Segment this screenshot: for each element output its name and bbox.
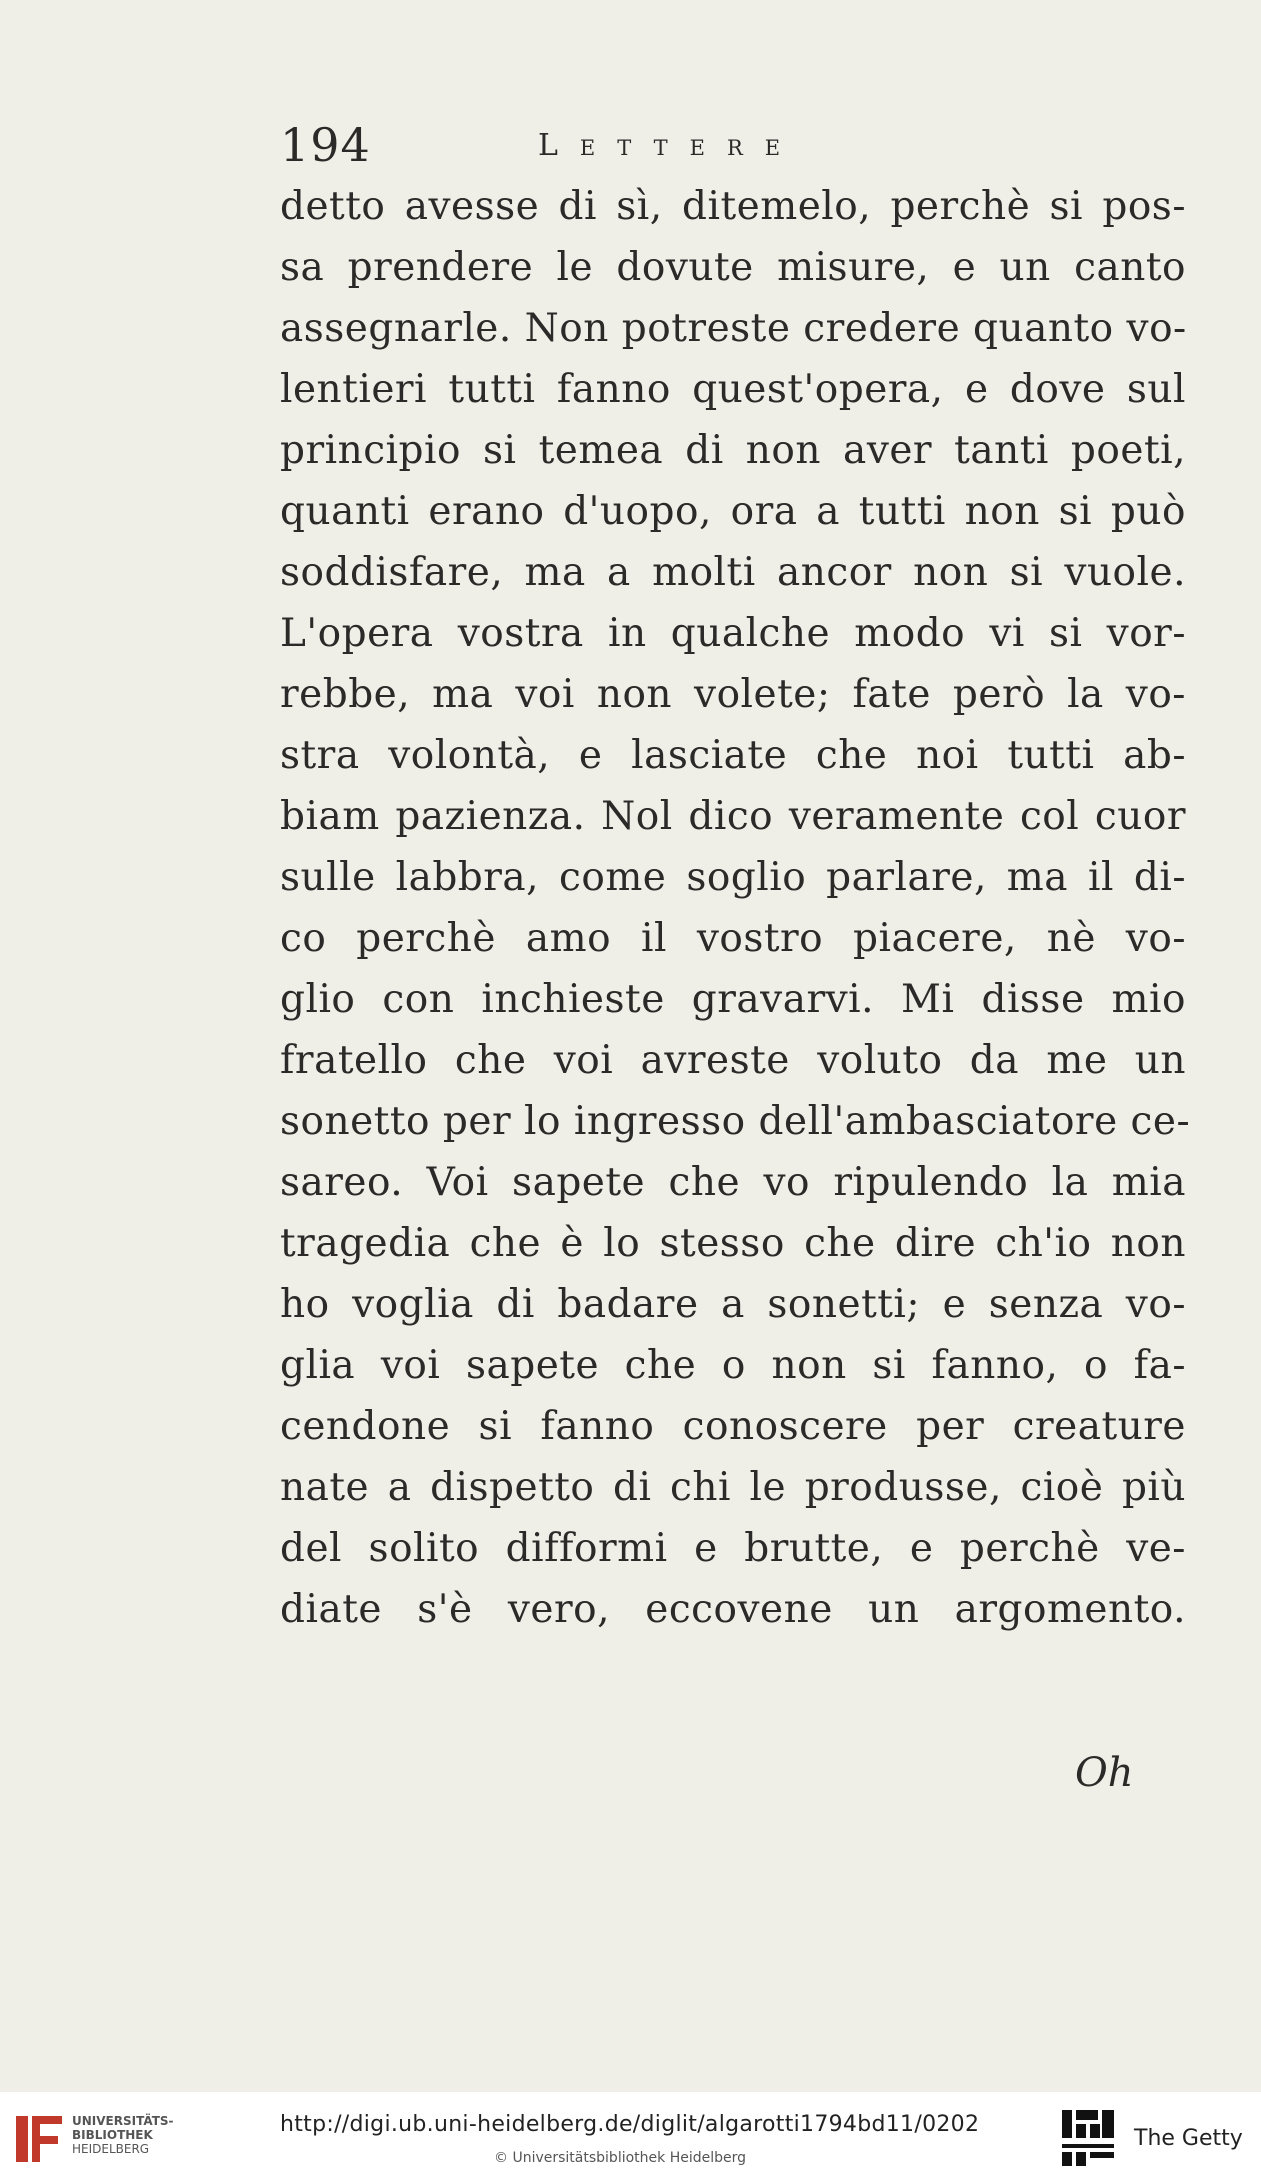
text-line: diate s'è vero, eccovene un argomento. bbox=[280, 1587, 1186, 1632]
text-line: del solito difformi e brutte, e perchè ve- bbox=[280, 1526, 1186, 1571]
getty-logo-icon bbox=[1060, 2106, 1118, 2170]
copyright-notice: © Universitätsbibliothek Heidelberg bbox=[494, 2150, 747, 2166]
text-line: sonetto per lo ingresso dell'ambasciatore ce- bbox=[280, 1099, 1191, 1144]
library-name: UNIVERSITÄTS- BIBLIOTHEK HEIDELBERG bbox=[72, 2114, 174, 2156]
page-number: 194 bbox=[280, 118, 371, 172]
text-line: glio con inchieste gravarvi. Mi disse mio bbox=[280, 977, 1186, 1022]
text-line: co perchè amo il vostro piacere, nè vo- bbox=[280, 916, 1186, 961]
text-line: detto avesse di sì, ditemelo, perchè si pos- bbox=[280, 184, 1186, 229]
text-line: stra volontà, e lasciate che noi tutti ab- bbox=[280, 733, 1186, 778]
text-line: sa prendere le dovute misure, e un canto bbox=[280, 245, 1186, 290]
running-title: Lettere bbox=[538, 128, 803, 163]
viewer-footer bbox=[0, 2092, 1261, 2182]
text-line: lentieri tutti fanno quest'opera, e dove sul bbox=[280, 367, 1186, 412]
text-line: biam pazienza. Nol dico veramente col cuor bbox=[280, 794, 1186, 839]
page-header bbox=[280, 118, 1080, 178]
catchword: Oh bbox=[1075, 1750, 1134, 1796]
text-line: tragedia che è lo stesso che dire ch'io non bbox=[280, 1221, 1186, 1266]
text-line: quanti erano d'uopo, ora a tutti non si può bbox=[280, 489, 1186, 534]
getty-name: The Getty bbox=[1134, 2126, 1243, 2151]
text-line: rebbe, ma voi non volete; fate però la vo- bbox=[280, 672, 1186, 717]
text-line: ho voglia di badare a sonetti; e senza vo- bbox=[280, 1282, 1186, 1327]
text-line: assegnarle. Non potreste credere quanto vo- bbox=[280, 306, 1187, 351]
text-line: sulle labbra, come soglio parlare, ma il di- bbox=[280, 855, 1186, 900]
text-line: glia voi sapete che o non si fanno, o fa- bbox=[280, 1343, 1186, 1388]
text-line: fratello che voi avreste voluto da me un bbox=[280, 1038, 1186, 1083]
body-text bbox=[280, 176, 1191, 1640]
text-line: nate a dispetto di chi le produsse, cioè più bbox=[280, 1465, 1186, 1510]
text-line: principio si temea di non aver tanti poeti, bbox=[280, 428, 1186, 473]
text-line: cendone si fanno conoscere per creature bbox=[280, 1404, 1186, 1449]
heidelberg-library-logo-icon bbox=[12, 2110, 70, 2168]
text-line: soddisfare, ma a molti ancor non si vuole. bbox=[280, 550, 1186, 595]
text-line: sareo. Voi sapete che vo ripulendo la mia bbox=[280, 1160, 1186, 1205]
text-line: L'opera vostra in qualche modo vi si vor- bbox=[280, 611, 1186, 656]
permalink-url[interactable]: http://digi.ub.uni-heidelberg.de/diglit/algarotti1794bd11/0202 bbox=[280, 2112, 980, 2137]
